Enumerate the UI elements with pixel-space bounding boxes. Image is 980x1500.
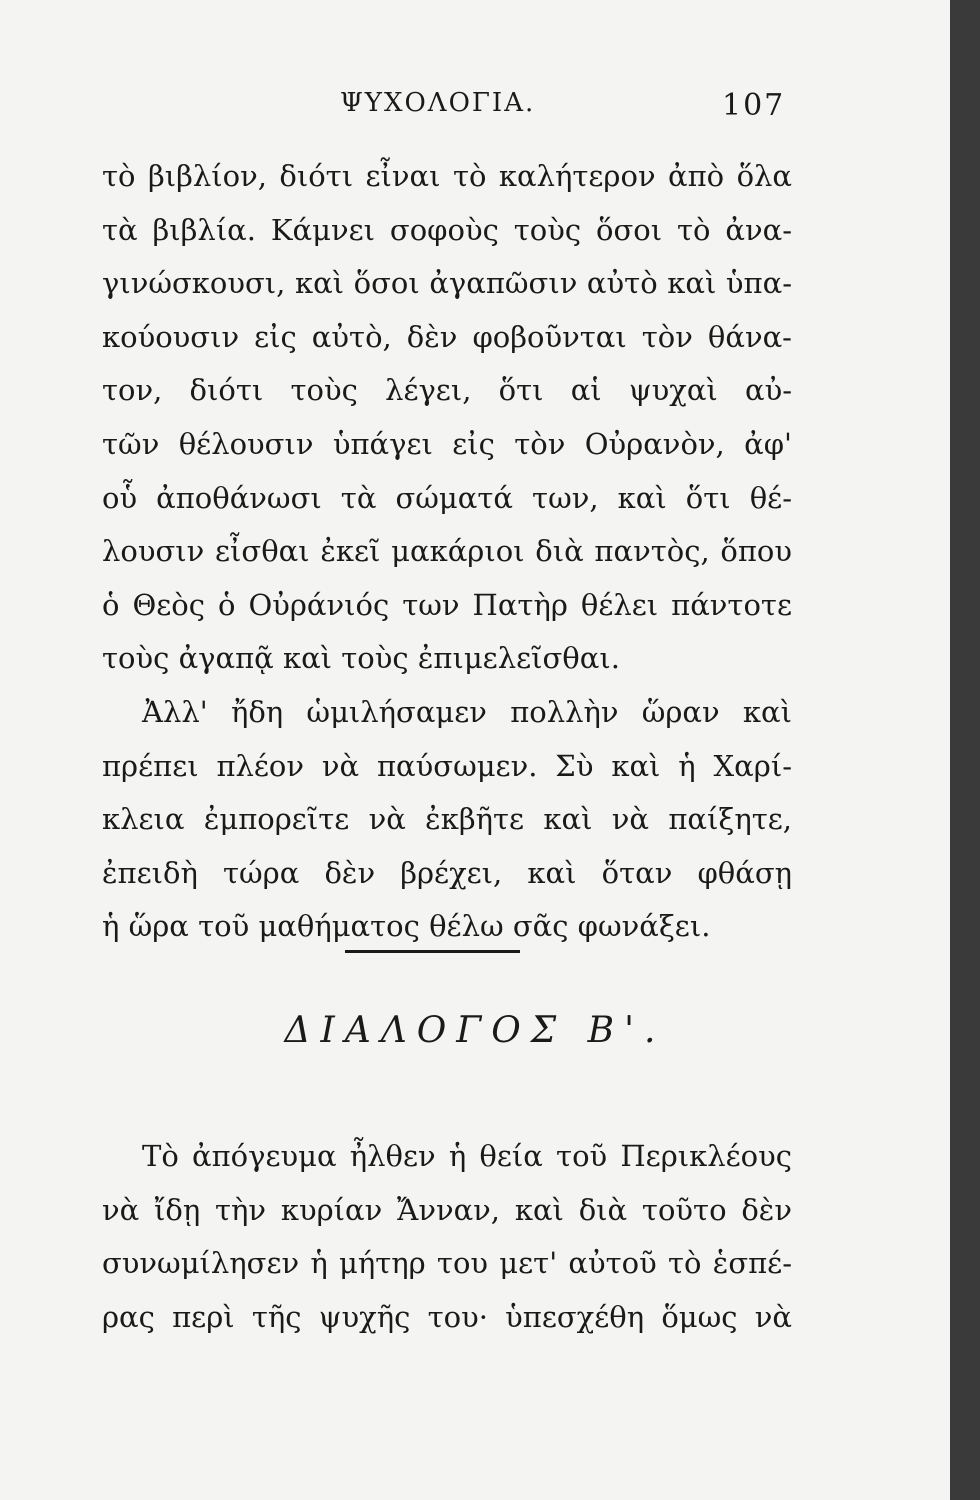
section-title: ΔΙΑΛΟΓΟΣ Β'. — [284, 1010, 666, 1051]
section-divider-rule — [345, 950, 520, 953]
text-line: τον, διότι τοὺς λέγει, ὅτι αἱ ψυχαὶ αὐ- — [102, 373, 792, 408]
body-text-top — [102, 150, 792, 954]
text-line: Ἀλλ' ἤδη ὡμιλήσαμεν πολλὴν ὥραν καὶ — [142, 694, 792, 729]
text-line: λουσιν εἶσθαι ἐκεῖ μακάριοι διὰ παντὸς, ὅπου — [102, 534, 792, 569]
text-line: τῶν θέλουσιν ὑπάγει εἰς τὸν Οὐρανὸν, ἀφ' — [102, 426, 792, 461]
body-text-bottom — [102, 1130, 792, 1344]
page-number: 107 — [722, 88, 786, 123]
text-line: νὰ ἴδῃ τὴν κυρίαν Ἄνναν, καὶ διὰ τοῦτο δὲν — [102, 1192, 792, 1227]
text-line: κούουσιν εἰς αὐτὸ, δὲν φοβοῦνται τὸν θάνα- — [102, 319, 792, 354]
text-line: κλεια ἐμπορεῖτε νὰ ἐκβῆτε καὶ νὰ παίξητε, — [102, 802, 792, 837]
text-line: τὸ βιβλίον, διότι εἶναι τὸ καλήτερον ἀπὸ ὅλα — [102, 159, 792, 193]
text-line: Τὸ ἀπόγευμα ἦλθεν ἡ θεία τοῦ Περικλέους — [142, 1139, 792, 1173]
paragraph-1 — [102, 150, 792, 686]
paragraph-3 — [102, 1130, 792, 1344]
text-line: ὁ Θεὸς ὁ Οὐράνιός των Πατὴρ θέλει πάντοτε — [102, 587, 792, 622]
text-line: συνωμίλησεν ἡ μήτηρ του μετ' αὐτοῦ τὸ ἑσπέ- — [102, 1246, 792, 1281]
text-line: πρέπει πλέον νὰ παύσωμεν. Σὺ καὶ ἡ Χαρί- — [102, 748, 792, 783]
paragraph-2 — [102, 686, 792, 954]
text-line: ἡ ὥρα τοῦ μαθήματος θέλω σᾶς φωνάξει. — [102, 909, 711, 944]
text-line: ρας περὶ τῆς ψυχῆς του· ὑπεσχέθη ὅμως νὰ — [102, 1299, 792, 1334]
page-header — [0, 88, 950, 128]
text-line: τοὺς ἀγαπᾷ καὶ τοὺς ἐπιμελεῖσθαι. — [102, 641, 620, 676]
text-line: τὰ βιβλία. Κάμνει σοφοὺς τοὺς ὅσοι τὸ ἀνα- — [102, 212, 792, 247]
running-head: ΨΥΧΟΛΟΓΙΑ. — [340, 88, 536, 118]
text-line: οὗ ἀποθάνωσι τὰ σώματά των, καὶ ὅτι θέ- — [102, 480, 792, 515]
text-line: γινώσκουσι, καὶ ὅσοι ἀγαπῶσιν αὐτὸ καὶ ὑπα- — [102, 266, 792, 301]
text-line: ἐπειδὴ τώρα δὲν βρέχει, καὶ ὅταν φθάσῃ — [102, 855, 792, 890]
